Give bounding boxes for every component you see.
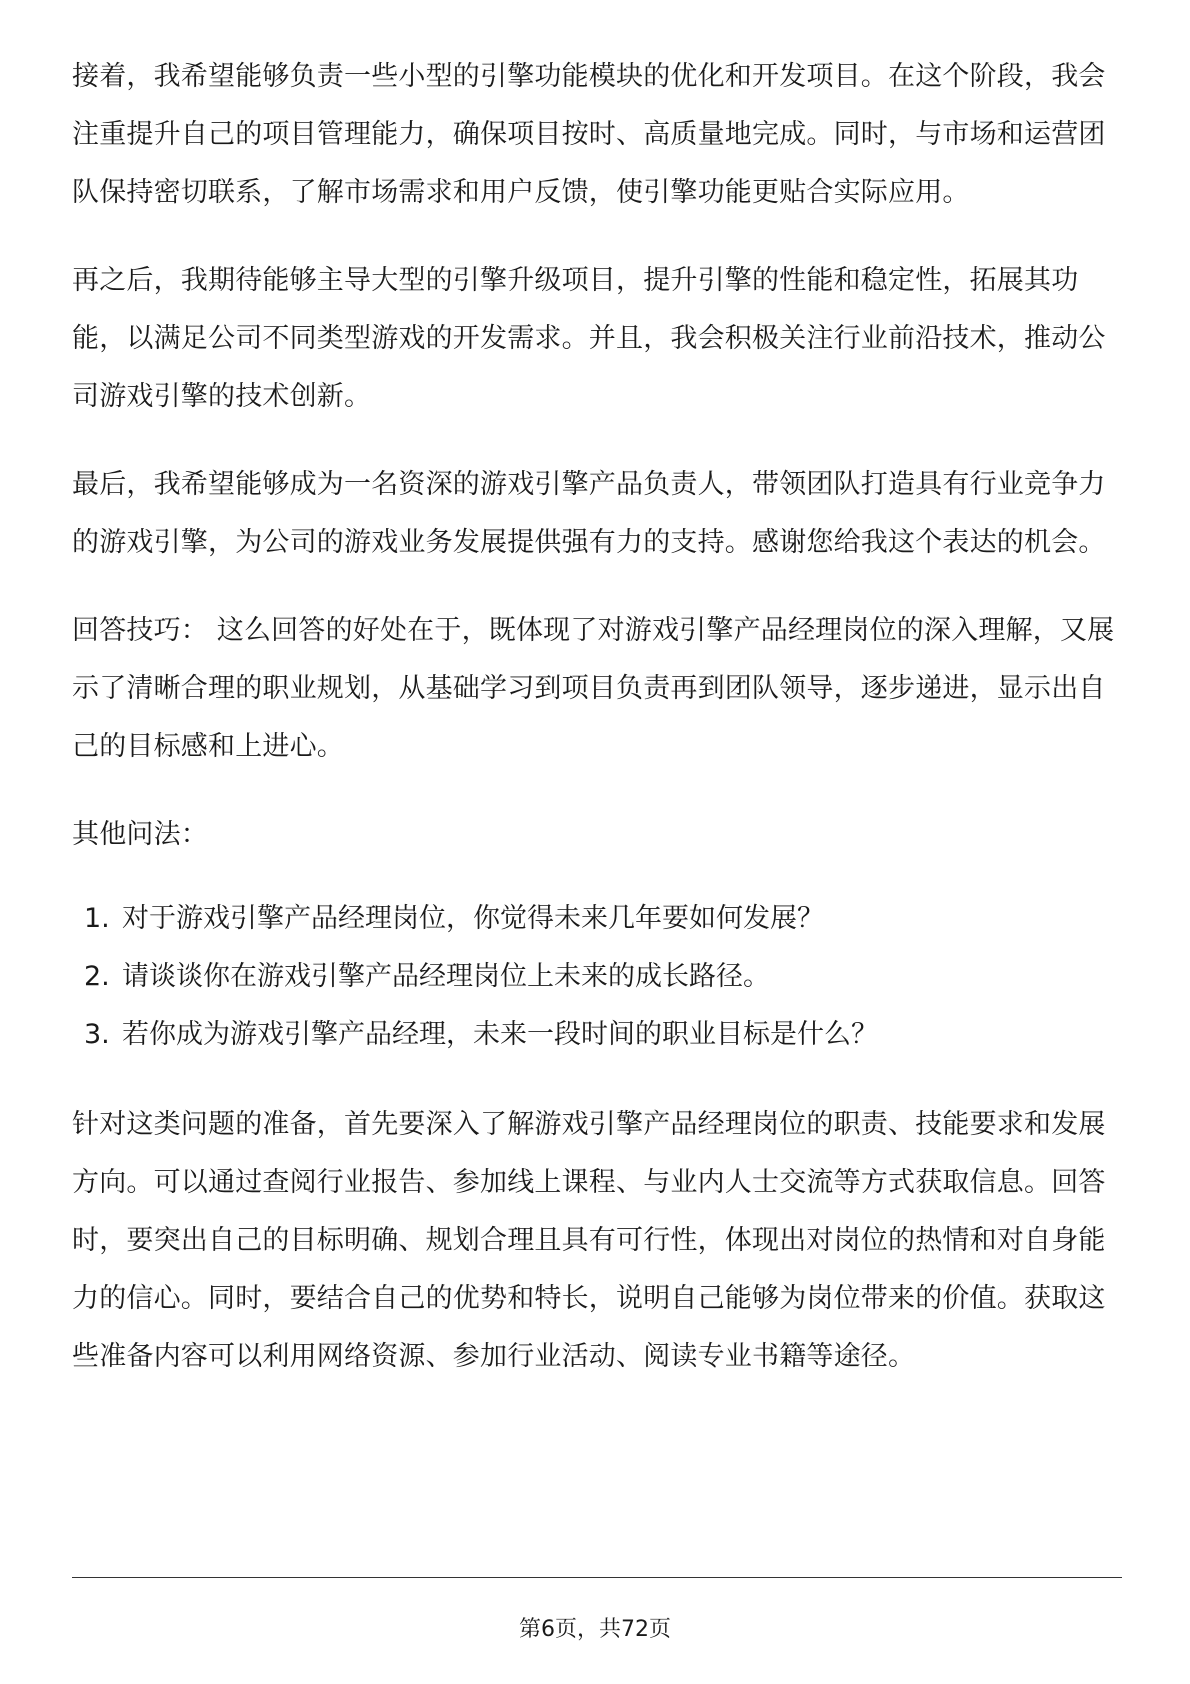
list-item: [84, 1006, 1122, 1064]
list-item-text: 对于游戏引擎产品经理岗位，你觉得未来几年要如何发展？: [122, 903, 824, 934]
paragraph-step-3: 再之后，我期待能够主导大型的引擎升级项目，提升引擎的性能和稳定性，拓展其功能，以满足公司不同类型游戏的开发需求。并且，我会积极关注行业前沿技术，推动公司游戏引擎的技术创新。: [72, 265, 1106, 412]
page-content: [72, 48, 1122, 1416]
paragraph-other-questions-heading: 其他问法：: [72, 819, 208, 850]
page-number: 第6页，共72页: [519, 1617, 671, 1642]
footer-divider: [72, 1577, 1122, 1578]
list-item-text: 若你成为游戏引擎产品经理，未来一段时间的职业目标是什么？: [122, 1019, 878, 1050]
paragraph-preparation: 针对这类问题的准备，首先要深入了解游戏引擎产品经理岗位的职责、技能要求和发展方向。可以通过查阅行业报告、参加线上课程、与业内人士交流等方式获取信息。回答时，要突出自己的目标明确、规划合理且具有可行性，体现出对岗位的热情和对自身能力的信心。同时，要结合自己的优势和特长，说明自己能够为岗位带来的价值。获取这些准备内容可以利用网络资源、参加行业活动、阅读专业书籍等途径。: [72, 1109, 1106, 1372]
paragraph-final-goal: 最后，我希望能够成为一名资深的游戏引擎产品负责人，带领团队打造具有行业竞争力的游戏引擎，为公司的游戏业务发展提供强有力的支持。感谢您给我这个表达的机会。: [72, 469, 1106, 558]
other-questions-list: [72, 890, 1122, 1064]
list-item-number: 2.: [84, 961, 110, 992]
list-item-text: 请谈谈你在游戏引擎产品经理岗位上未来的成长路径。: [122, 961, 770, 992]
list-item: [84, 890, 1122, 948]
list-item-number: 1.: [84, 903, 110, 934]
paragraph-answer-tips: 回答技巧： 这么回答的好处在于，既体现了对游戏引擎产品经理岗位的深入理解，又展示了清晰合理的职业规划，从基础学习到项目负责再到团队领导，逐步递进，显示出自己的目标感和上进心。: [72, 615, 1115, 762]
list-item: [84, 948, 1122, 1006]
list-item-number: 3.: [84, 1019, 110, 1050]
paragraph-step-2: 接着，我希望能够负责一些小型的引擎功能模块的优化和开发项目。在这个阶段，我会注重提升自己的项目管理能力，确保项目按时、高质量地完成。同时，与市场和运营团队保持密切联系，了解市场需求和用户反馈，使引擎功能更贴合实际应用。: [72, 61, 1106, 208]
